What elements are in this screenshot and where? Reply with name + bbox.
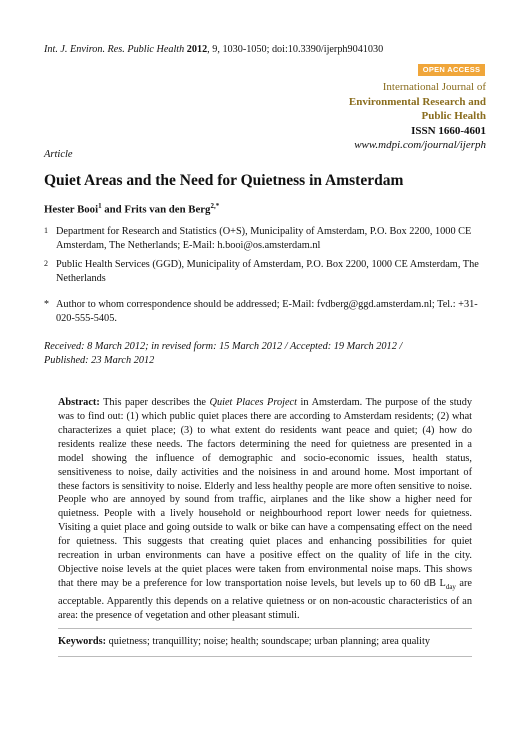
citation-rest: , 9, 1030-1050; doi:10.3390/ijerph9041030 [207,44,384,55]
author-affiliation-mark: 2,* [210,202,220,210]
issn: ISSN 1660-4601 [411,124,486,137]
dates-line1: Received: 8 March 2012; in revised form: 15 March 2012 / Accepted: 19 March 2012 / [44,341,403,352]
keywords [58,636,472,647]
divider [58,628,472,629]
affiliation-number: 1 [44,226,48,235]
journal-name-line2: Environmental Research and [348,95,486,108]
article-type: Article [44,149,73,160]
dates-line2: Published: 23 March 2012 [44,355,155,366]
journal-name-line3: Public Health [421,110,486,122]
affiliation-text: Public Health Services (GGD), Municipality of Amsterdam, P.O. Box 2200, 1000 CE Amsterdam, The Netherlands [56,259,479,284]
abstract [58,396,472,623]
affiliation-item [44,225,496,253]
abstract-text: in Amsterdam. The purpose of the study was to find out: (1) which public quiet places there are according to Amsterdam residents; (2) what characterizes a quiet place; (3) to what extent do residents want peace and quiet; (4) how do residents realize these needs. The factors determining the need for quietness are presented in a model showing the influence of demographic and socio-economic issues, health status, sensitiveness to noise, daily activities and the noisiness in and around home. Most important of these factors is sensitivity to noise. Elderly and less healthy people are more often sensitive to noise. People who are annoyed by sound from traffic, airplanes and the like show a higher need for quietness. People with a lively household or neighbourhood report lower needs for quietness. Visiting a quiet place and going outside to walk or bike can have a compensating effect on the need for quietness. This suggests that creating quiet places and enhancing possibilities for quiet recreation in urban environments can have a positive effect on the quality of life in the city. Objective noise levels at the quiet places were taken from environmental noise maps. This shows that there may be a preference for low transportation noise levels, but levels up to 60 dB L [58,397,472,589]
abstract-project-name: Quiet Places Project [209,397,297,408]
affiliation-number: 2 [44,259,48,268]
journal-name-line1: International Journal of [382,81,486,93]
journal-block [349,80,486,153]
journal-citation [44,44,383,55]
author-name: Hester Booi [44,203,99,216]
author-affiliation-mark: 1 [98,202,102,210]
author-name: Frits van den Berg [124,203,211,216]
correspondence-text: Author to whom correspondence should be addressed; E-Mail: fvdberg@ggd.amsterdam.nl; Tel.: +31-020-555-5405. [56,299,478,324]
affiliation-item [44,258,496,286]
abstract-text: This paper describes the [99,397,210,408]
citation-journal: Int. J. Environ. Res. Public Health [44,44,185,55]
correspondence-mark: * [44,299,49,310]
citation-year: 2012 [186,44,208,55]
abstract-label: Abstract: [58,397,100,408]
affiliation-text: Department for Research and Statistics (O+S), Municipality of Amsterdam, P.O. Box 2200, 1000 CE Amsterdam, The Netherlands; E-Mail: h.booi@os.amsterdam.nl [56,226,472,251]
keywords-text: quietness; tranquillity; noise; health; soundscape; urban planning; area quality [106,636,431,647]
correspondence-note [44,298,496,326]
author-separator: and [101,203,125,216]
journal-url[interactable]: www.mdpi.com/journal/ijerph [354,139,486,151]
article-title: Quiet Areas and the Need for Quietness in Amsterdam [44,172,404,189]
abstract-subscript: day [445,583,456,592]
publication-dates [44,340,444,368]
abstract-text: are acceptable. Apparently this depends on a relative quietness or on non-acoustic characteristics of an area: the presence of vegetation and other pleasant stimuli. [58,577,472,621]
author-list [44,202,219,216]
open-access-badge: OPEN ACCESS [418,64,485,76]
divider [58,656,472,657]
keywords-label: Keywords: [58,636,107,647]
